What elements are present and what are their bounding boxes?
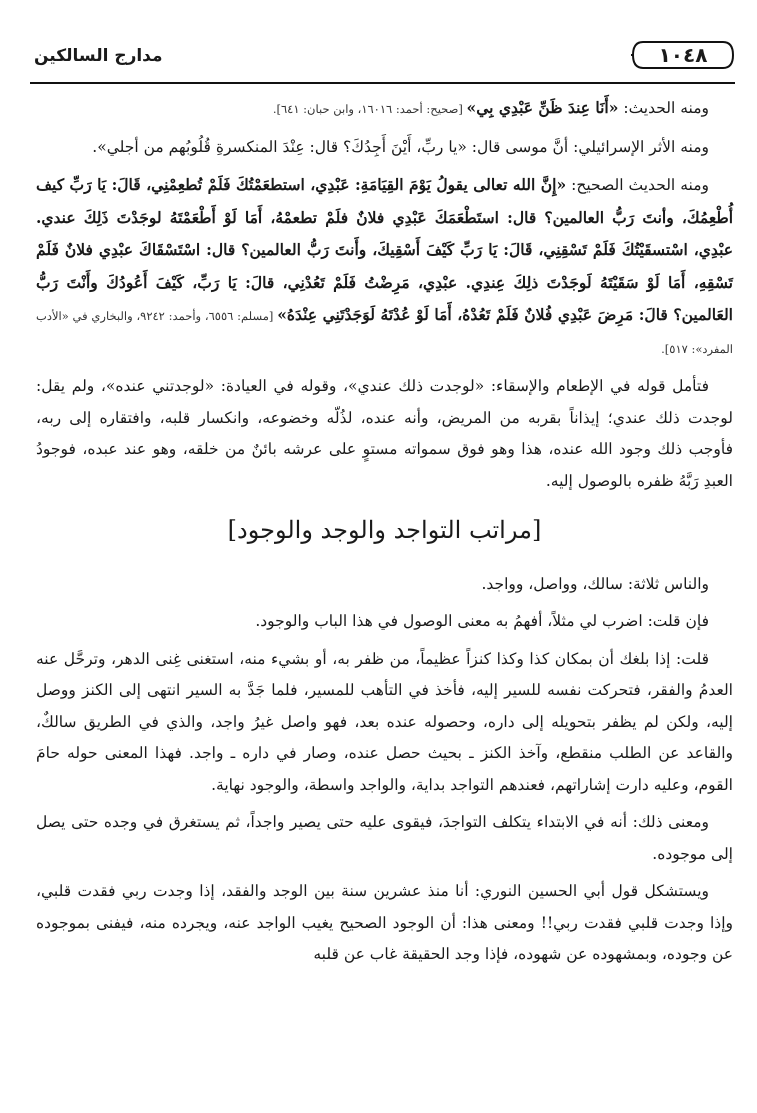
paragraph-4: ومعنى ذلك: أنه في الابتداء يتكلف التواجدَ، فيقوى عليه حتى يصير واجداً، ثم يستغرق في وجده حتى يصل إلى موجوده. [36, 813, 733, 863]
paragraph-text: ومنه الحديث: [618, 99, 709, 117]
hadith-quote: «إِنَّ الله تعالى يقولُ يَوْمَ القِيَامَةِ: عَبْدِي، استطعَمْتُكَ فَلَمْ تُطعِمْنِي، قَالَ: يَا رَبِّ كيف أُطْعِمُكَ، وأنتَ رَبُّ العالمين؟ قال: استَطْعَمَكَ عَبْدِي فلانٌ فلَمْ تطعمْهُ، أَمَا لَوْ أَطْعَمْتَهُ لوجَدْتَ ذَلِكَ عندي. عبْدِي، اسْتسقَيْتُكَ فَلَمْ تَسْقِنِي، قَالَ: يَا رَبِّ كَيْفَ أَسْقِيكَ، وأَنتَ رَبُّ العالمين؟ قال: اسْتَسْقَاكَ عبْدِي فلانٌ فَلَمْ تَسْقِهِ، أَمَا لَوْ سَقَيْتَهُ لَوجَدْتَ ذلِكَ عِندِي. عبْدِي، مَرِضْتُ فَلَمْ تَعُدْنِي، قالَ: يَا رَبِّ، كَيْفَ أَعُودُكَ وأَنْتَ رَبُّ العَالمين؟ قالَ: مَرِضَ عَبْدِي فُلانٌ فَلَمْ تَعُدْهُ، أَمَا لَوْ عُدْتَهُ لَوَجَدْتَنِي عِنْدَهُ» [36, 175, 733, 324]
citation: [صحيح: أحمد: ١٦٠١٦، وابن حبان: ٦٤١]. [272, 102, 467, 116]
paragraph-1: والناس ثلاثة: سالك، وواصل، وواجد. [481, 574, 709, 593]
paragraph-hadith-2 [36, 169, 733, 365]
citation: [مسلم: ٦٥٥٦، وأحمد: ٩٢٤٢، والبخاري في «الأدب المفرد»: ٥١٧]. [36, 309, 733, 356]
hadith-quote: «أَنَا عِندَ ظَنِّ عَبْدِي بِي» [466, 98, 619, 117]
paragraph-3: قلت: إذا بلغك أن بمكان كذا وكذا كنزاً عظيماً، من ظفر به، أو بشيء منه، استغنى غِنى الدهر، وترحَّل عنه العدمُ والفقر، فتحركت نفسه للسير إليه، فأخذ في التأهب للمسير، فلما جَدَّ به السير انتهى إلى الكنز ووصل إليه، ولكن لم يظفر بتحويله إلى داره، وحصوله عنده بعد، فهو واصل غيرُ واجد، والذي في الطريق سالكٌ، والقاعد عن الطلب منقطع، وآخذ الكنز ـ بحيث حصل عنده، وصار في داره ـ واجد. فهذا المعنى حوله حامَ القوم، وعليه دارت إشاراتهم، فعندهم التواجد بداية، والواجد واسطة، والوجود نهاية. [36, 649, 733, 794]
book-title: مدارج السالكين [34, 46, 163, 66]
section-title: [مراتب التواجد والوجد والوجود] [227, 516, 542, 544]
page-body [36, 92, 733, 977]
paragraph-hadith-1 [36, 92, 733, 126]
page-number-frame [631, 40, 735, 70]
paragraph-text: فتأمل قوله في الإطعام والإسقاء: «لوجدت ذلك عندي»، وقوله في العيادة: «لوجدتني عنده»، ولم يقل: لوجدت ذلك عندي؛ إيذاناً بقربه من المريض، وأنه عنده، لذُلّه وخضوعه، وانكسار قلبه، وافتقاره إلى ربه، فأوجب ذلك وجود الله عنده، هذا وهو فوق سمواته مستوٍ على عرشه بائنٌ من خلقه، وهو عند عبده، فوجودُ العبدِ رَبَّهُ ظفره بالوصول إليه. [36, 377, 733, 490]
page-header [30, 36, 735, 84]
paragraph-5: ويستشكل قول أبي الحسين النوري: أنا منذ عشرين سنة بين الوجد والفقد، إذا وجدت ربي فقدت قلبي، وإذا وجدت قلبي فقدت ربي!! ومعنى هذا: أن الوجود الصحيح يغيب الواجد عنه، ويجرده منه، فيفنى بموجوده عن وجوده، وبمشهوده عن شهوده، فإذا وجد الحقيقة غاب عن قلبه [36, 882, 733, 963]
paragraph-2: فإن قلت: اضرب لي مثلاً، أفهمُ به معنى الوصول في هذا الباب والوجود. [255, 612, 709, 630]
page-number: ١٠٤٨ [658, 43, 708, 67]
paragraph-text: ومنه الأثر الإسرائيلي: أنَّ موسى قال: «يا ربِّ، أَيْنَ أَجِدُكَ؟ قال: عِنْدَ المنكسرةِ قُلُوبُهم من أجلي». [92, 137, 709, 156]
paragraph-text: ومنه الحديث الصحيح: [566, 176, 709, 194]
paragraph-commentary [36, 371, 733, 497]
paragraph-israili [36, 132, 733, 164]
